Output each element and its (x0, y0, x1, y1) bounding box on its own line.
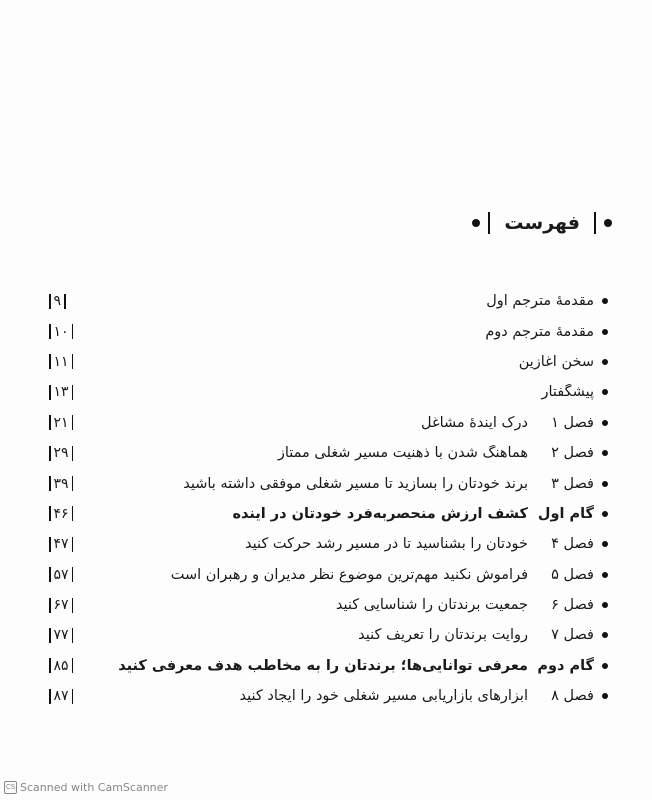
toc-entry-title: فراموش نکنید مهم‌ترین موضوع نظر مدیران و رهبران است (170, 566, 528, 583)
toc-heading (472, 212, 612, 234)
toc-entry-page: ۴۶ (46, 506, 76, 522)
toc-entry-page: ۸۵ (46, 658, 76, 674)
toc-entry-page: ۹ (46, 293, 69, 309)
toc-entry-page: ۲۱ (46, 415, 76, 431)
toc-entry (46, 499, 608, 529)
toc-entry-title: برند خودتان را بسازید تا مسیر شغلی موفقی داشته باشید (183, 475, 528, 492)
toc-entry-title: مقدمهٔ مترجم اول (486, 293, 594, 310)
toc-entry (46, 620, 608, 650)
toc-entry-page: ۱۱ (46, 354, 76, 370)
toc-entry (46, 438, 608, 468)
toc-entry-title: کشف ارزش منحصربه‌فرد خودتان در آینده (232, 505, 528, 522)
toc-entry (46, 590, 608, 620)
toc-entry-label: فصل ۴ (551, 536, 594, 553)
toc-entry-page: ۵۷ (46, 567, 76, 583)
toc-entry-label: فصل ۵ (551, 566, 594, 583)
toc-entry (46, 347, 608, 377)
toc-entry-label: فصل ۲ (551, 445, 594, 462)
page-title: فهرست (504, 212, 580, 234)
bullet-icon (602, 663, 608, 669)
toc-entry-title: درک آیندهٔ مشاغل (421, 414, 528, 431)
bullet-icon (602, 632, 608, 638)
toc-entry-page: ۷۷ (46, 627, 76, 643)
toc-entry (46, 651, 608, 681)
camscanner-icon: CS (4, 781, 17, 794)
toc-entry-page: ۳۹ (46, 476, 76, 492)
toc-entry-label: فصل ۳ (551, 475, 594, 492)
table-of-contents (46, 286, 608, 711)
bullet-icon (602, 298, 608, 304)
bullet-icon (602, 481, 608, 487)
toc-entry-page: ۶۷ (46, 597, 76, 613)
toc-entry (46, 560, 608, 590)
toc-entry (46, 286, 608, 316)
toc-entry-label: گام دوم (537, 657, 594, 674)
toc-entry (46, 377, 608, 407)
heading-dot-left (604, 219, 612, 227)
toc-entry (46, 468, 608, 498)
bullet-icon (602, 693, 608, 699)
toc-entry-title: هماهنگ شدن با ذهنیت مسیر شغلی ممتاز (277, 445, 528, 462)
toc-entry-title: مقدمهٔ مترجم دوم (485, 323, 594, 340)
bullet-icon (602, 450, 608, 456)
bullet-icon (602, 602, 608, 608)
toc-entry-label: گام اول (537, 505, 594, 522)
heading-dot-right (472, 219, 480, 227)
bullet-icon (602, 420, 608, 426)
toc-entry-title: ابزارهای بازاریابی مسیر شغلی خود را ایجاد کنید (239, 688, 528, 705)
toc-entry-label: فصل ۸ (551, 688, 594, 705)
bullet-icon (602, 329, 608, 335)
toc-entry-title: خودتان را بشناسید تا در مسیر رشد حرکت کنید (245, 536, 528, 553)
toc-entry (46, 316, 608, 346)
toc-entry (46, 408, 608, 438)
toc-entry-title: معرفی توانایی‌ها؛ برندتان را به مخاطب هدف معرفی کنید (118, 657, 528, 674)
watermark-text: Scanned with CamScanner (20, 781, 168, 794)
toc-entry-label: فصل ۶ (551, 597, 594, 614)
bullet-icon (602, 389, 608, 395)
toc-entry-label: فصل ۱ (551, 414, 594, 431)
heading-bar-right (488, 212, 490, 234)
toc-entry (46, 681, 608, 711)
bullet-icon (602, 511, 608, 517)
toc-entry-page: ۸۷ (46, 688, 76, 704)
toc-entry (46, 529, 608, 559)
bullet-icon (602, 572, 608, 578)
toc-entry-page: ۱۰ (46, 324, 76, 340)
bullet-icon (602, 541, 608, 547)
toc-entry-label: فصل ۷ (551, 627, 594, 644)
toc-entry-page: ۲۹ (46, 445, 76, 461)
toc-entry-title: سخن آغازین (518, 353, 594, 370)
toc-entry-page: ۴۷ (46, 536, 76, 552)
toc-entry-title: پیشگفتار (541, 384, 594, 401)
bullet-icon (602, 359, 608, 365)
scanner-watermark (4, 781, 168, 794)
toc-entry-title: روایت برندتان را تعریف کنید (358, 627, 528, 644)
toc-entry-page: ۱۳ (46, 384, 76, 400)
toc-entry-title: جمعیت برندتان را شناسایی کنید (335, 597, 528, 614)
heading-bar-left (594, 212, 596, 234)
